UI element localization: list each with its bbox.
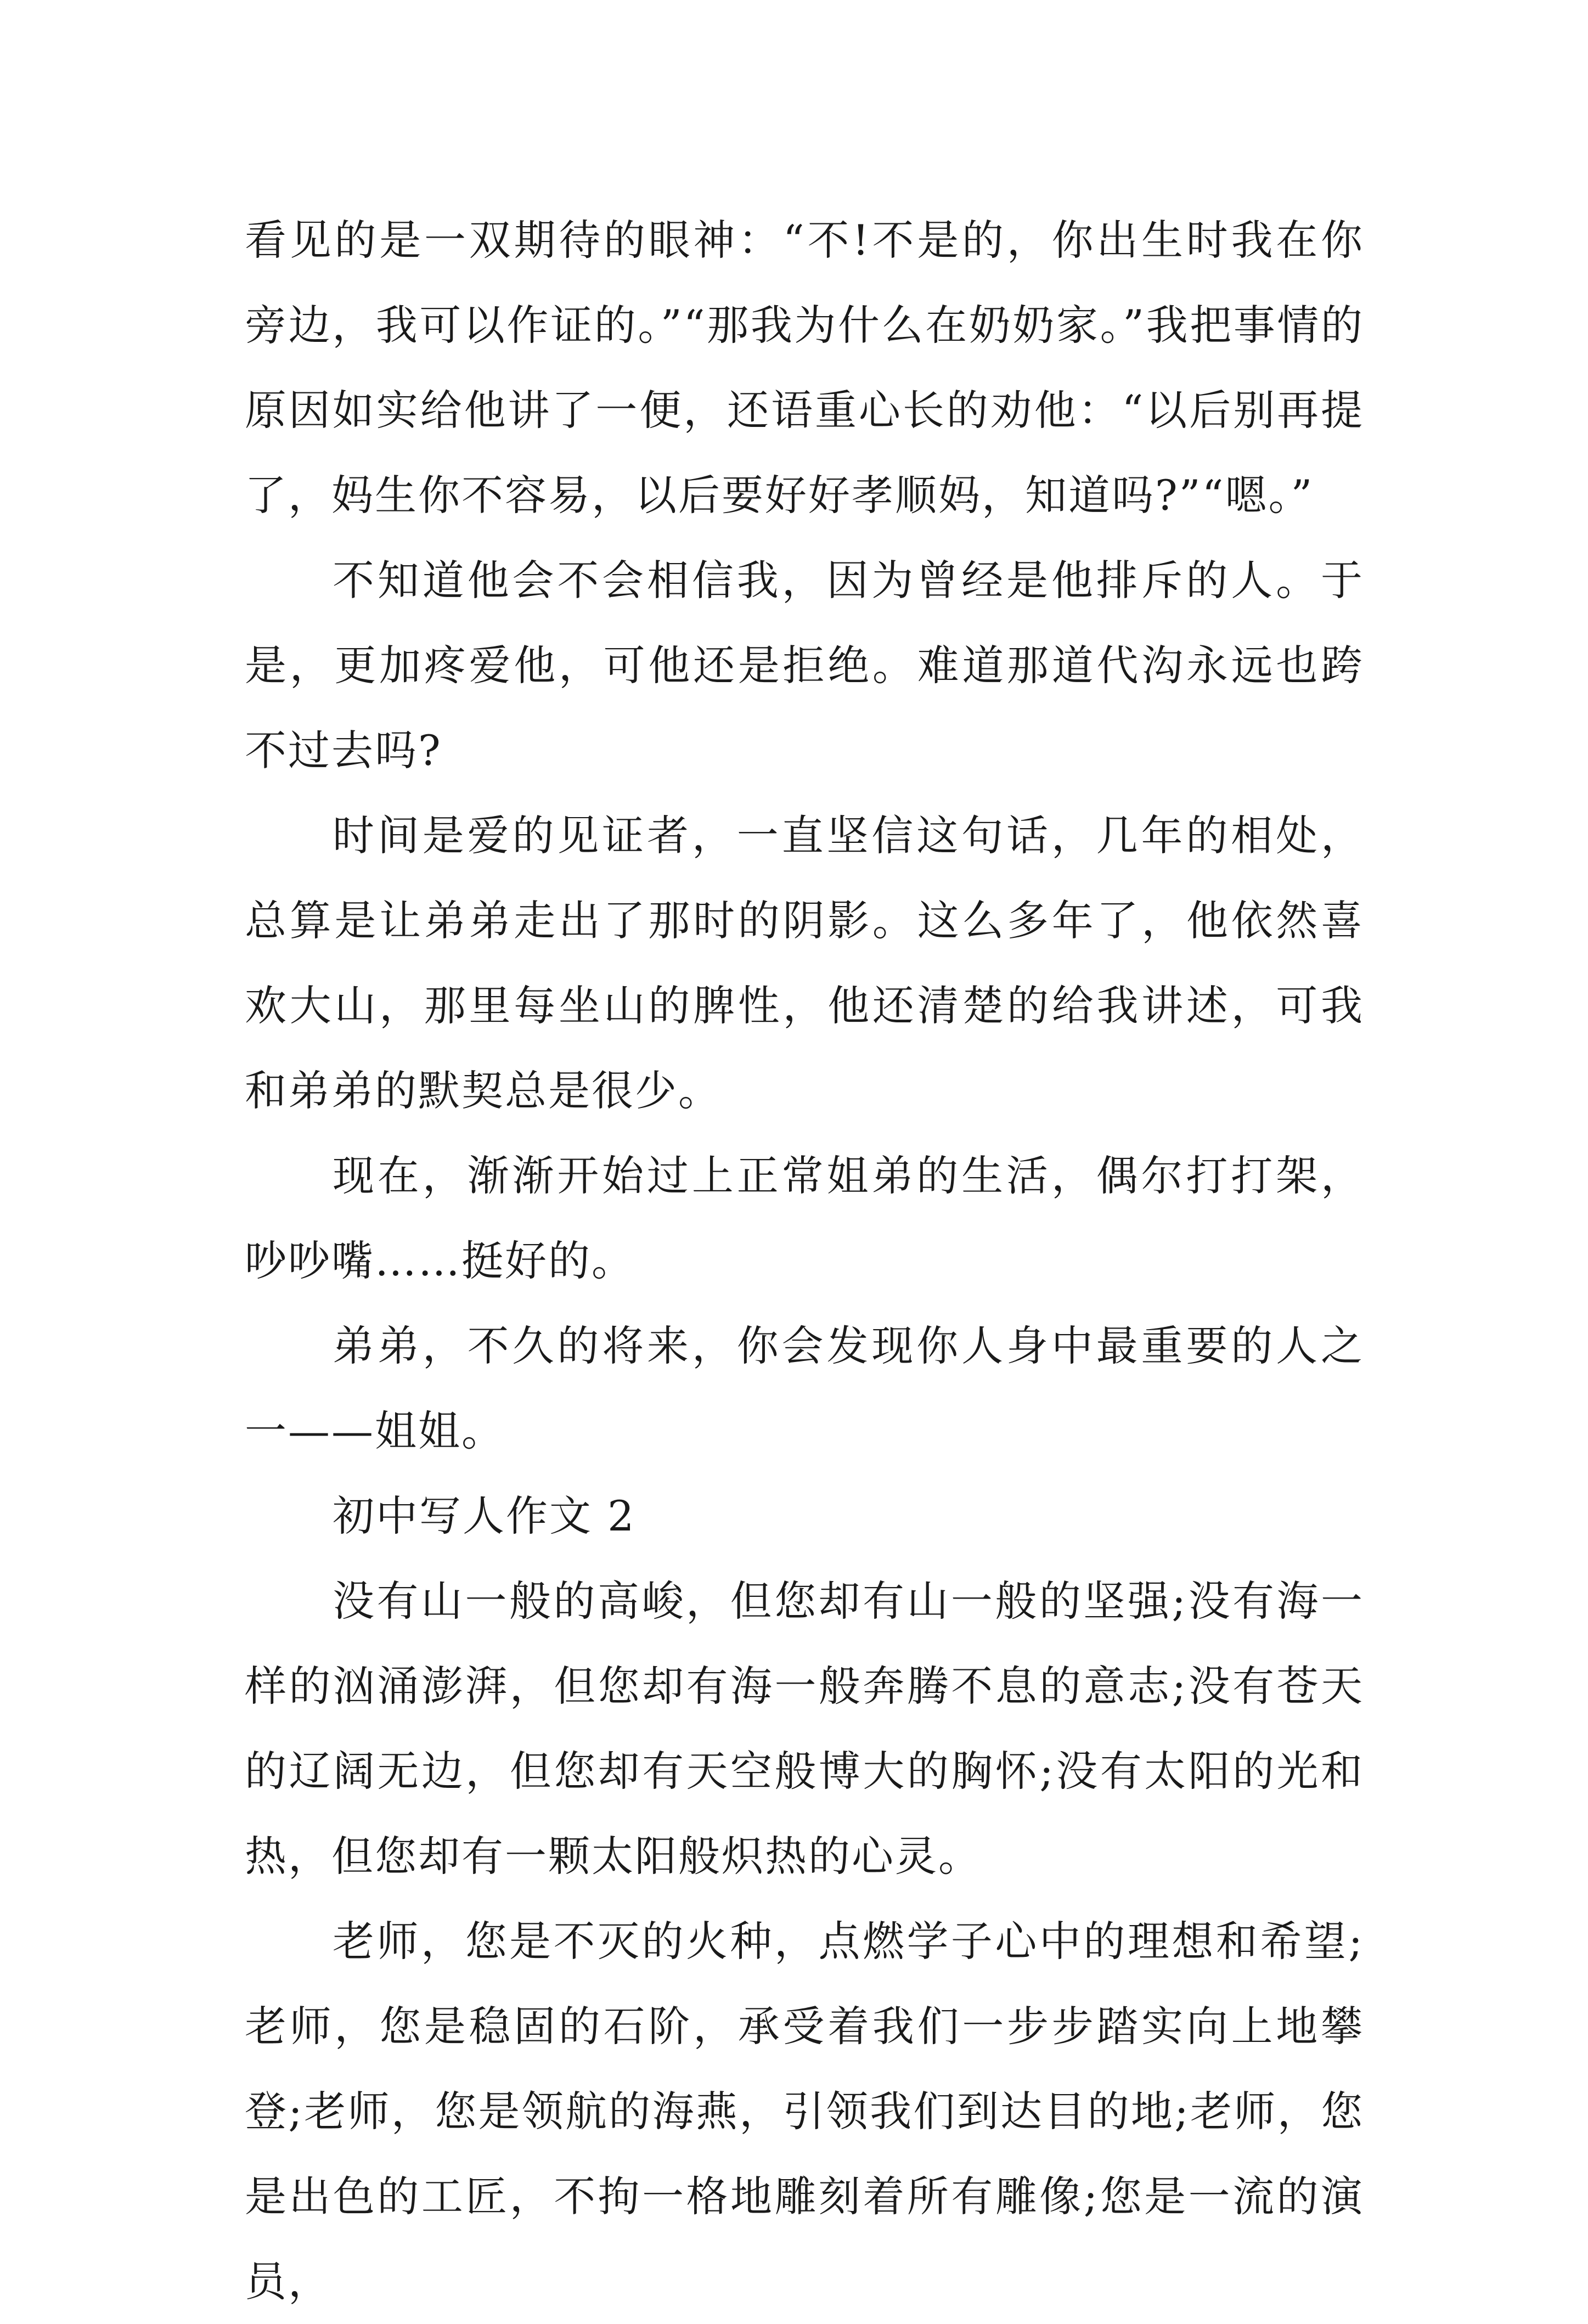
paragraph-continued: 看见的是一双期待的眼神：“不!不是的，你出生时我在你旁边，我可以作证的。”“那我为什么在奶奶家。”我把事情的原因如实给他讲了一便，还语重心长的劝他：“以后别再提了，妈生你不容易，以后要好好孝顺妈，知道吗?”“嗯。”	[245, 216, 1364, 520]
section-title: 初中写人作文 2	[333, 1492, 636, 1540]
paragraph: 老师，您是不灭的火种，点燃学子心中的理想和希望;老师，您是稳固的石阶，承受着我们一步步踏实向上地攀登;老师，您是领航的海燕，引领我们到达目的地;老师，您是出色的工匠，不拘一格地雕刻着所有雕像;您是一流的演员，	[245, 1917, 1364, 2306]
paragraph: 不知道他会不会相信我，因为曾经是他排斥的人。于是，更加疼爱他，可他还是拒绝。难道那道代沟永远也跨不过去吗?	[245, 556, 1364, 775]
body-text	[245, 198, 1364, 2324]
paragraph: 没有山一般的高峻，但您却有山一般的坚强;没有海一样的汹涌澎湃，但您却有海一般奔腾不息的意志;没有苍天的辽阔无边，但您却有天空般博大的胸怀;没有太阳的光和热，但您却有一颗太阳般炽热的心灵。	[245, 1577, 1364, 1881]
paragraph: 现在，渐渐开始过上正常姐弟的生活，偶尔打打架，吵吵嘴……挺好的。	[245, 1151, 1364, 1285]
paragraph: 弟弟，不久的将来，你会发现你人身中最重要的人之一——姐姐。	[245, 1321, 1364, 1455]
paragraph: 时间是爱的见证者，一直坚信这句话，几年的相处，总算是让弟弟走出了那时的阴影。这么多年了，他依然喜欢大山，那里每坐山的脾性，他还清楚的给我讲述，可我和弟弟的默契总是很少。	[245, 811, 1364, 1115]
